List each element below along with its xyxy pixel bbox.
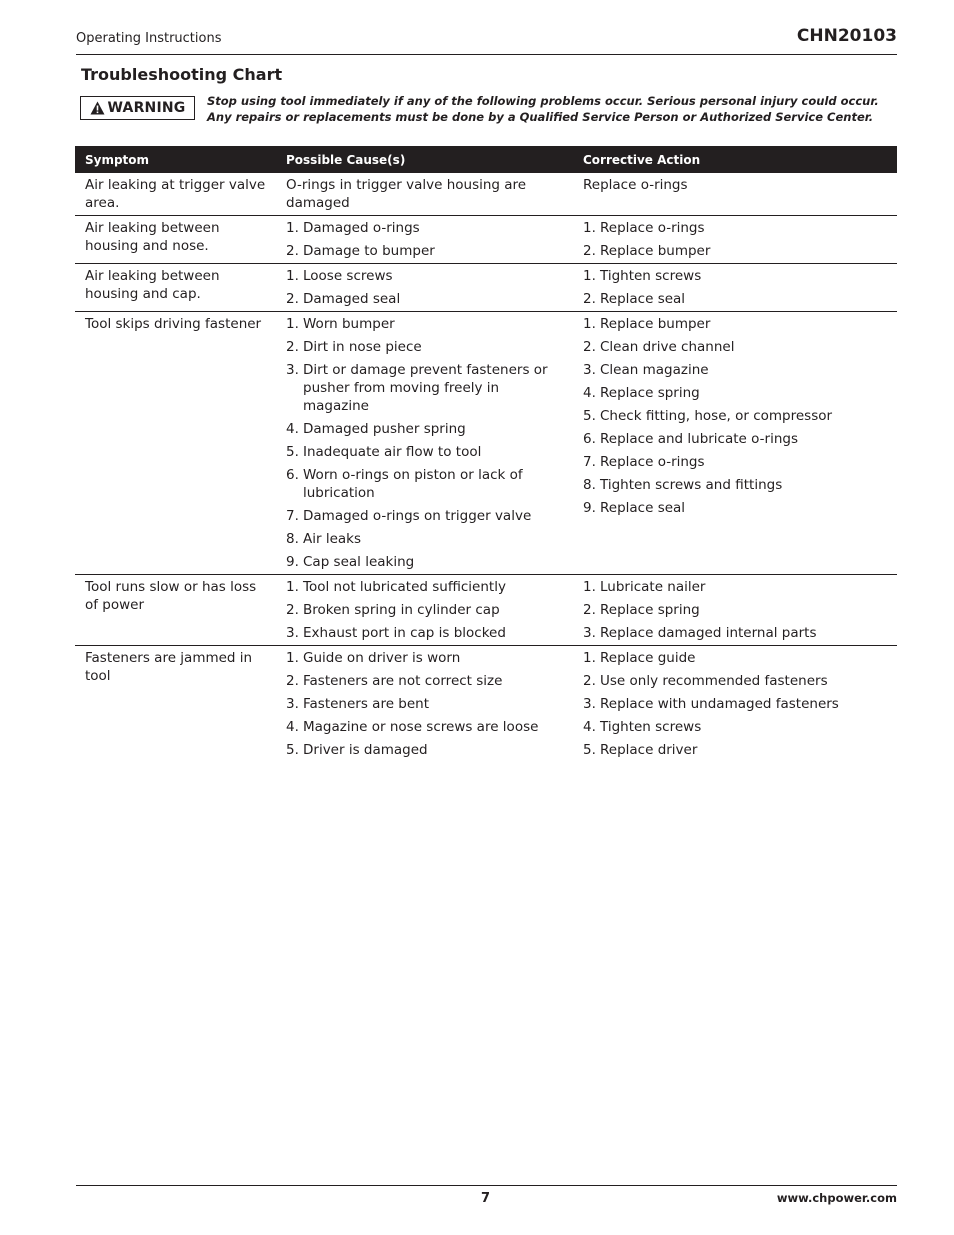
item-number: 2.: [583, 291, 596, 307]
table-row: [75, 264, 897, 312]
table-row: [75, 173, 897, 216]
item-number: 7.: [583, 454, 596, 470]
item-text: Replace bumper: [600, 316, 711, 332]
item-number: 2.: [286, 243, 299, 259]
item-number: 3.: [583, 362, 596, 378]
item-number: 1.: [286, 579, 299, 595]
item-number: 1.: [583, 316, 596, 332]
cause-item: [286, 530, 563, 548]
header-symptom: Symptom: [75, 146, 276, 173]
table-row: [75, 312, 897, 575]
item-text: Use only recommended fasteners: [600, 673, 828, 689]
item-text: Broken spring in cylinder cap: [303, 602, 500, 618]
action-item: [583, 601, 887, 619]
section-title: Troubleshooting Chart: [81, 65, 283, 84]
item-text: Damaged seal: [303, 291, 401, 307]
actions-cell-list: [583, 219, 887, 260]
item-text: Fasteners are not correct size: [303, 673, 503, 689]
cause-item: [286, 601, 563, 619]
action-item: [583, 242, 887, 260]
table-row: [75, 575, 897, 646]
item-text: Replace o-rings: [600, 454, 705, 470]
item-text: Worn bumper: [303, 316, 395, 332]
item-number: 2.: [583, 673, 596, 689]
item-text: Magazine or nose screws are loose: [303, 719, 539, 735]
item-text: Inadequate air flow to tool: [303, 444, 482, 460]
item-number: 9.: [583, 500, 596, 516]
action-item: [583, 624, 887, 642]
item-number: 2.: [583, 602, 596, 618]
cause-item: [286, 315, 563, 333]
action-item: [583, 219, 887, 237]
causes-cell-list: [286, 315, 563, 571]
action-item: [583, 578, 887, 596]
item-number: 3.: [583, 625, 596, 641]
item-number: 1.: [286, 268, 299, 284]
actions-cell-list: [583, 267, 887, 308]
action-item: [583, 695, 887, 713]
actions-cell: [573, 216, 897, 264]
item-text: Guide on driver is worn: [303, 650, 461, 666]
cause-item: [286, 624, 563, 642]
causes-cell: [276, 264, 573, 312]
item-number: 5.: [583, 408, 596, 424]
action-item: [583, 384, 887, 402]
item-text: Replace bumper: [600, 243, 711, 259]
symptom-cell: Tool runs slow or has loss of power: [85, 579, 257, 613]
warning-line-1: Stop using tool immediately if any of the following problems occur. Serious personal injury could occur.: [207, 94, 879, 108]
action-item: [583, 499, 887, 517]
symptom-cell: Air leaking between housing and nose.: [85, 220, 220, 254]
action-item: [583, 315, 887, 333]
action-item: [583, 338, 887, 356]
cause-item: [286, 649, 563, 667]
item-number: 1.: [583, 650, 596, 666]
cause-item: [286, 361, 563, 415]
item-number: 2.: [583, 339, 596, 355]
item-text: Replace with undamaged fasteners: [600, 696, 839, 712]
item-text: Damaged pusher spring: [303, 421, 466, 437]
item-text: Driver is damaged: [303, 742, 428, 758]
item-number: 1.: [583, 268, 596, 284]
causes-cell: [276, 216, 573, 264]
item-text: Tighten screws: [600, 268, 702, 284]
warning-badge: [80, 96, 195, 120]
item-text: Check fitting, hose, or compressor: [600, 408, 833, 424]
item-number: 2.: [286, 673, 299, 689]
item-number: 6.: [286, 467, 299, 483]
item-text: Tighten screws: [600, 719, 702, 735]
cause-item: [286, 672, 563, 690]
item-text: Replace and lubricate o-rings: [600, 431, 798, 447]
causes-cell-list: [286, 219, 563, 260]
table-header-row: [75, 146, 897, 173]
causes-cell-list: [286, 649, 563, 759]
action-item: [583, 453, 887, 471]
page-footer: [76, 1185, 897, 1210]
item-number: 8.: [286, 531, 299, 547]
header-corrective-action: Corrective Action: [573, 146, 897, 173]
item-text: Air leaks: [303, 531, 362, 547]
causes-cell: [276, 646, 573, 763]
item-text: Dirt in nose piece: [303, 339, 422, 355]
cause-item: [286, 507, 563, 525]
causes-cell: [276, 575, 573, 646]
item-text: Worn o-rings on piston or lack of lubrication: [303, 467, 523, 501]
item-number: 5.: [583, 742, 596, 758]
table-row: [75, 216, 897, 264]
cause-item: [286, 242, 563, 260]
table-row: [75, 646, 897, 763]
actions-cell: [573, 646, 897, 763]
cause-item: [286, 741, 563, 759]
item-text: Cap seal leaking: [303, 554, 415, 570]
action-item: [583, 476, 887, 494]
warning-label: WARNING: [107, 100, 186, 116]
item-number: 4.: [583, 719, 596, 735]
action-item: [583, 718, 887, 736]
warning-triangle-icon: [90, 101, 105, 115]
item-text: Replace o-rings: [600, 220, 705, 236]
action-item: [583, 741, 887, 759]
cause-item: [286, 443, 563, 461]
item-number: 3.: [286, 696, 299, 712]
item-text: Damage to bumper: [303, 243, 435, 259]
item-number: 1.: [286, 650, 299, 666]
item-text: Clean magazine: [600, 362, 709, 378]
action-item: [583, 672, 887, 690]
actions-cell-list: [583, 649, 887, 759]
cause-item: [286, 718, 563, 736]
actions-cell: Replace o-rings: [583, 177, 688, 193]
cause-item: [286, 578, 563, 596]
item-text: Damaged o-rings on trigger valve: [303, 508, 532, 524]
item-number: 3.: [286, 362, 299, 378]
item-text: Damaged o-rings: [303, 220, 420, 236]
cause-item: [286, 290, 563, 308]
item-number: 2.: [583, 243, 596, 259]
action-item: [583, 649, 887, 667]
symptom-cell: Fasteners are jammed in tool: [85, 650, 253, 684]
cause-item: [286, 420, 563, 438]
item-text: Tool not lubricated sufficiently: [303, 579, 506, 595]
item-number: 6.: [583, 431, 596, 447]
item-number: 1.: [583, 579, 596, 595]
cause-item: [286, 466, 563, 502]
page-number: 7: [481, 1191, 491, 1206]
causes-cell-list: [286, 578, 563, 642]
model-number: CHN20103: [796, 26, 897, 46]
troubleshooting-table: [75, 146, 897, 762]
cause-item: [286, 553, 563, 571]
item-text: Dirt or damage prevent fasteners or pusher from moving freely in magazine: [303, 362, 548, 414]
item-number: 3.: [583, 696, 596, 712]
item-text: Tighten screws and fittings: [600, 477, 783, 493]
causes-cell: O-rings in trigger valve housing are damaged: [286, 177, 527, 211]
cause-item: [286, 695, 563, 713]
item-number: 5.: [286, 444, 299, 460]
website-url: www.chpower.com: [776, 1191, 897, 1205]
actions-cell-list: [583, 578, 887, 642]
actions-cell: [573, 575, 897, 646]
item-number: 9.: [286, 554, 299, 570]
header-possible-causes: Possible Cause(s): [276, 146, 573, 173]
causes-cell: [276, 312, 573, 575]
table-body: [75, 173, 897, 762]
item-text: Replace seal: [600, 291, 686, 307]
symptom-cell: Air leaking between housing and cap.: [85, 268, 220, 302]
document-type: Operating Instructions: [76, 31, 222, 46]
item-text: Lubricate nailer: [600, 579, 706, 595]
item-text: Replace spring: [600, 385, 700, 401]
item-number: 8.: [583, 477, 596, 493]
cause-item: [286, 338, 563, 356]
action-item: [583, 407, 887, 425]
action-item: [583, 267, 887, 285]
item-text: Fasteners are bent: [303, 696, 430, 712]
item-text: Loose screws: [303, 268, 393, 284]
item-number: 1.: [583, 220, 596, 236]
item-number: 4.: [286, 719, 299, 735]
actions-cell: [573, 312, 897, 575]
cause-item: [286, 219, 563, 237]
item-text: Replace spring: [600, 602, 700, 618]
symptom-cell: Air leaking at trigger valve area.: [85, 177, 266, 211]
item-number: 2.: [286, 602, 299, 618]
item-number: 3.: [286, 625, 299, 641]
symptom-cell: Tool skips driving fastener: [85, 316, 262, 332]
item-text: Replace damaged internal parts: [600, 625, 817, 641]
page-header: [76, 26, 897, 55]
item-number: 4.: [583, 385, 596, 401]
warning-line-2: Any repairs or replacements must be done by a Qualified Service Person or Authorized Service Center.: [207, 110, 874, 124]
item-text: Replace guide: [600, 650, 696, 666]
action-item: [583, 430, 887, 448]
item-number: 1.: [286, 316, 299, 332]
warning-message: [207, 93, 897, 125]
item-number: 1.: [286, 220, 299, 236]
item-text: Replace driver: [600, 742, 698, 758]
item-number: 5.: [286, 742, 299, 758]
item-number: 2.: [286, 291, 299, 307]
action-item: [583, 361, 887, 379]
action-item: [583, 290, 887, 308]
item-text: Exhaust port in cap is blocked: [303, 625, 506, 641]
actions-cell: [573, 264, 897, 312]
item-text: Clean drive channel: [600, 339, 735, 355]
item-number: 2.: [286, 339, 299, 355]
actions-cell-list: [583, 315, 887, 517]
item-number: 4.: [286, 421, 299, 437]
item-number: 7.: [286, 508, 299, 524]
causes-cell-list: [286, 267, 563, 308]
cause-item: [286, 267, 563, 285]
item-text: Replace seal: [600, 500, 686, 516]
